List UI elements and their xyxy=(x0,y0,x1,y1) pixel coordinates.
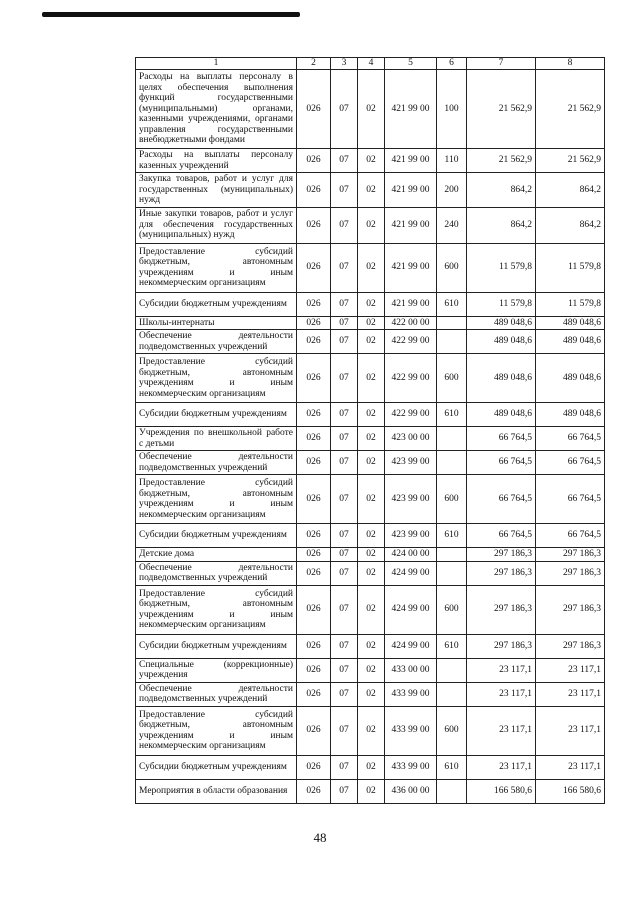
row-subsection: 02 xyxy=(358,561,385,585)
row-amount-2013: 66 764,5 xyxy=(467,475,536,524)
row-target: 423 99 00 xyxy=(385,475,437,524)
row-amount-2014: 11 579,8 xyxy=(536,243,605,292)
row-section: 07 xyxy=(331,524,358,548)
row-expense-type: 600 xyxy=(437,706,467,755)
row-target: 433 99 00 xyxy=(385,682,437,706)
row-target: 422 99 00 xyxy=(385,403,437,427)
row-amount-2013: 11 579,8 xyxy=(467,243,536,292)
top-scan-bar xyxy=(42,12,300,17)
table-row xyxy=(136,403,605,427)
row-amount-2013: 489 048,6 xyxy=(467,330,536,354)
row-name: Субсидии бюджетным учреждениям xyxy=(136,755,297,779)
row-subsection: 02 xyxy=(358,658,385,682)
row-target: 433 00 00 xyxy=(385,658,437,682)
row-amount-2013: 297 186,3 xyxy=(467,561,536,585)
row-ministry: 026 xyxy=(297,451,331,475)
row-section: 07 xyxy=(331,70,358,149)
row-amount-2013: 23 117,1 xyxy=(467,706,536,755)
row-target: 424 99 00 xyxy=(385,585,437,634)
row-amount-2014: 21 562,9 xyxy=(536,70,605,149)
row-target: 422 99 00 xyxy=(385,354,437,403)
row-amount-2014: 864,2 xyxy=(536,207,605,243)
row-subsection: 02 xyxy=(358,451,385,475)
header-cell: 3 xyxy=(331,58,358,70)
header-cell: 2 xyxy=(297,58,331,70)
row-expense-type: 600 xyxy=(437,475,467,524)
row-expense-type: 100 xyxy=(437,70,467,149)
row-amount-2013: 66 764,5 xyxy=(467,524,536,548)
row-section: 07 xyxy=(331,292,358,316)
row-subsection: 02 xyxy=(358,755,385,779)
row-section: 07 xyxy=(331,475,358,524)
table-row xyxy=(136,706,605,755)
row-name: Расходы на выплаты персоналу казенных учреждений xyxy=(136,149,297,173)
table-row xyxy=(136,658,605,682)
row-amount-2014: 864,2 xyxy=(536,173,605,208)
row-amount-2014: 11 579,8 xyxy=(536,292,605,316)
row-expense-type: 600 xyxy=(437,585,467,634)
row-target: 421 99 00 xyxy=(385,207,437,243)
row-section: 07 xyxy=(331,779,358,803)
row-name: Субсидии бюджетным учреждениям xyxy=(136,292,297,316)
row-section: 07 xyxy=(331,316,358,330)
row-subsection: 02 xyxy=(358,243,385,292)
row-expense-type: 240 xyxy=(437,207,467,243)
row-amount-2013: 66 764,5 xyxy=(467,451,536,475)
row-expense-type xyxy=(437,682,467,706)
row-amount-2014: 489 048,6 xyxy=(536,330,605,354)
row-expense-type: 200 xyxy=(437,173,467,208)
row-expense-type xyxy=(437,779,467,803)
table-row xyxy=(136,561,605,585)
row-amount-2013: 21 562,9 xyxy=(467,149,536,173)
row-amount-2014: 66 764,5 xyxy=(536,524,605,548)
row-name: Закупка товаров, работ и услуг для государственных (муниципальных) нужд xyxy=(136,173,297,208)
row-target: 421 99 00 xyxy=(385,243,437,292)
row-name: Субсидии бюджетным учреждениям xyxy=(136,524,297,548)
row-subsection: 02 xyxy=(358,524,385,548)
row-section: 07 xyxy=(331,403,358,427)
row-amount-2014: 23 117,1 xyxy=(536,682,605,706)
row-name: Расходы на выплаты персоналу в целях обеспечения выполнения функций государственными (муниципальными) органами, казенными учреждениями, органами управления государственными внебюджетными фондами xyxy=(136,70,297,149)
row-ministry: 026 xyxy=(297,585,331,634)
budget-table xyxy=(135,57,605,804)
row-amount-2014: 297 186,3 xyxy=(536,634,605,658)
page-number: 48 xyxy=(313,830,327,845)
row-name: Субсидии бюджетным учреждениям xyxy=(136,634,297,658)
row-amount-2014: 23 117,1 xyxy=(536,706,605,755)
header-cell: 5 xyxy=(385,58,437,70)
row-subsection: 02 xyxy=(358,316,385,330)
header-row xyxy=(136,58,605,70)
row-amount-2014: 23 117,1 xyxy=(536,658,605,682)
row-amount-2013: 166 580,6 xyxy=(467,779,536,803)
table-row xyxy=(136,354,605,403)
row-amount-2014: 66 764,5 xyxy=(536,451,605,475)
row-amount-2013: 21 562,9 xyxy=(467,70,536,149)
row-amount-2013: 864,2 xyxy=(467,173,536,208)
table-row xyxy=(136,207,605,243)
row-name: Обеспечение деятельности подведомственных учреждений xyxy=(136,330,297,354)
header-cell: 6 xyxy=(437,58,467,70)
table-row xyxy=(136,330,605,354)
row-ministry: 026 xyxy=(297,427,331,451)
row-name: Специальные (коррекционные) учреждения xyxy=(136,658,297,682)
row-name: Предоставление субсидий бюджетным, автономным учреждениям и иным некоммерческим организациям xyxy=(136,706,297,755)
row-expense-type: 610 xyxy=(437,755,467,779)
row-amount-2013: 489 048,6 xyxy=(467,403,536,427)
table-row xyxy=(136,427,605,451)
row-name: Школы-интернаты xyxy=(136,316,297,330)
table-row xyxy=(136,755,605,779)
row-ministry: 026 xyxy=(297,755,331,779)
row-section: 07 xyxy=(331,173,358,208)
row-target: 436 00 00 xyxy=(385,779,437,803)
row-expense-type: 610 xyxy=(437,634,467,658)
row-target: 424 99 00 xyxy=(385,561,437,585)
row-expense-type: 600 xyxy=(437,243,467,292)
row-amount-2013: 23 117,1 xyxy=(467,755,536,779)
row-expense-type xyxy=(437,316,467,330)
row-ministry: 026 xyxy=(297,658,331,682)
row-expense-type xyxy=(437,330,467,354)
row-section: 07 xyxy=(331,658,358,682)
row-section: 07 xyxy=(331,427,358,451)
row-subsection: 02 xyxy=(358,548,385,562)
row-target: 421 99 00 xyxy=(385,292,437,316)
row-ministry: 026 xyxy=(297,149,331,173)
row-subsection: 02 xyxy=(358,354,385,403)
row-target: 423 99 00 xyxy=(385,524,437,548)
row-section: 07 xyxy=(331,706,358,755)
table-row xyxy=(136,634,605,658)
row-ministry: 026 xyxy=(297,548,331,562)
row-subsection: 02 xyxy=(358,207,385,243)
row-target: 424 00 00 xyxy=(385,548,437,562)
row-name: Обеспечение деятельности подведомственных учреждений xyxy=(136,561,297,585)
row-section: 07 xyxy=(331,561,358,585)
row-subsection: 02 xyxy=(358,292,385,316)
row-ministry: 026 xyxy=(297,354,331,403)
row-ministry: 026 xyxy=(297,243,331,292)
row-ministry: 026 xyxy=(297,706,331,755)
header-cell: 4 xyxy=(358,58,385,70)
row-amount-2014: 66 764,5 xyxy=(536,427,605,451)
row-target: 423 00 00 xyxy=(385,427,437,451)
row-subsection: 02 xyxy=(358,475,385,524)
row-amount-2014: 66 764,5 xyxy=(536,475,605,524)
row-subsection: 02 xyxy=(358,634,385,658)
row-ministry: 026 xyxy=(297,330,331,354)
row-expense-type xyxy=(437,451,467,475)
row-expense-type: 610 xyxy=(437,524,467,548)
row-name: Предоставление субсидий бюджетным, автономным учреждениям и иным некоммерческим организациям xyxy=(136,354,297,403)
header-cell: 7 xyxy=(467,58,536,70)
row-amount-2013: 489 048,6 xyxy=(467,354,536,403)
row-amount-2013: 297 186,3 xyxy=(467,548,536,562)
row-ministry: 026 xyxy=(297,779,331,803)
row-target: 421 99 00 xyxy=(385,149,437,173)
row-name: Иные закупки товаров, работ и услуг для обеспечения государственных (муниципальных) нужд xyxy=(136,207,297,243)
table-row xyxy=(136,451,605,475)
row-ministry: 026 xyxy=(297,403,331,427)
header-cell: 1 xyxy=(136,58,297,70)
row-amount-2013: 23 117,1 xyxy=(467,682,536,706)
row-amount-2014: 166 580,6 xyxy=(536,779,605,803)
row-ministry: 026 xyxy=(297,524,331,548)
row-expense-type: 610 xyxy=(437,403,467,427)
row-target: 422 00 00 xyxy=(385,316,437,330)
row-section: 07 xyxy=(331,451,358,475)
row-expense-type: 110 xyxy=(437,149,467,173)
row-name: Обеспечение деятельности подведомственных учреждений xyxy=(136,682,297,706)
row-subsection: 02 xyxy=(358,149,385,173)
row-amount-2014: 297 186,3 xyxy=(536,548,605,562)
row-ministry: 026 xyxy=(297,316,331,330)
row-amount-2014: 489 048,6 xyxy=(536,403,605,427)
row-name: Детские дома xyxy=(136,548,297,562)
row-target: 433 99 00 xyxy=(385,755,437,779)
row-amount-2013: 11 579,8 xyxy=(467,292,536,316)
row-name: Учреждения по внешкольной работе с детьми xyxy=(136,427,297,451)
row-target: 421 99 00 xyxy=(385,70,437,149)
row-amount-2013: 297 186,3 xyxy=(467,634,536,658)
table-row xyxy=(136,316,605,330)
row-ministry: 026 xyxy=(297,561,331,585)
header-cell: 8 xyxy=(536,58,605,70)
row-ministry: 026 xyxy=(297,682,331,706)
row-subsection: 02 xyxy=(358,427,385,451)
row-amount-2014: 489 048,6 xyxy=(536,316,605,330)
row-section: 07 xyxy=(331,330,358,354)
table-row xyxy=(136,292,605,316)
row-amount-2013: 864,2 xyxy=(467,207,536,243)
row-section: 07 xyxy=(331,243,358,292)
row-amount-2014: 489 048,6 xyxy=(536,354,605,403)
row-ministry: 026 xyxy=(297,207,331,243)
row-expense-type: 600 xyxy=(437,354,467,403)
row-ministry: 026 xyxy=(297,634,331,658)
row-subsection: 02 xyxy=(358,706,385,755)
row-section: 07 xyxy=(331,207,358,243)
table-row xyxy=(136,524,605,548)
table-row xyxy=(136,548,605,562)
row-section: 07 xyxy=(331,354,358,403)
row-section: 07 xyxy=(331,755,358,779)
row-name: Предоставление субсидий бюджетным, автономным учреждениям и иным некоммерческим организациям xyxy=(136,243,297,292)
row-target: 421 99 00 xyxy=(385,173,437,208)
row-section: 07 xyxy=(331,149,358,173)
row-target: 423 99 00 xyxy=(385,451,437,475)
row-target: 422 99 00 xyxy=(385,330,437,354)
row-amount-2014: 297 186,3 xyxy=(536,561,605,585)
row-target: 424 99 00 xyxy=(385,634,437,658)
table-row xyxy=(136,173,605,208)
row-expense-type xyxy=(437,548,467,562)
row-section: 07 xyxy=(331,682,358,706)
row-amount-2013: 489 048,6 xyxy=(467,316,536,330)
row-target: 433 99 00 xyxy=(385,706,437,755)
row-amount-2013: 66 764,5 xyxy=(467,427,536,451)
row-amount-2013: 297 186,3 xyxy=(467,585,536,634)
row-ministry: 026 xyxy=(297,70,331,149)
row-subsection: 02 xyxy=(358,173,385,208)
row-subsection: 02 xyxy=(358,70,385,149)
row-section: 07 xyxy=(331,585,358,634)
row-subsection: 02 xyxy=(358,403,385,427)
row-ministry: 026 xyxy=(297,475,331,524)
row-name: Субсидии бюджетным учреждениям xyxy=(136,403,297,427)
table-row xyxy=(136,779,605,803)
row-name: Мероприятия в области образования xyxy=(136,779,297,803)
row-subsection: 02 xyxy=(358,585,385,634)
row-name: Обеспечение деятельности подведомственных учреждений xyxy=(136,451,297,475)
row-name: Предоставление субсидий бюджетным, автономным учреждениям и иным некоммерческим организациям xyxy=(136,475,297,524)
row-ministry: 026 xyxy=(297,173,331,208)
table-row xyxy=(136,149,605,173)
table-row xyxy=(136,682,605,706)
row-expense-type xyxy=(437,427,467,451)
table-row xyxy=(136,475,605,524)
row-section: 07 xyxy=(331,634,358,658)
table-row xyxy=(136,243,605,292)
row-section: 07 xyxy=(331,548,358,562)
row-amount-2014: 21 562,9 xyxy=(536,149,605,173)
row-amount-2014: 297 186,3 xyxy=(536,585,605,634)
table-row xyxy=(136,70,605,149)
row-subsection: 02 xyxy=(358,682,385,706)
row-expense-type xyxy=(437,658,467,682)
row-expense-type: 610 xyxy=(437,292,467,316)
row-subsection: 02 xyxy=(358,330,385,354)
row-amount-2014: 23 117,1 xyxy=(536,755,605,779)
row-subsection: 02 xyxy=(358,779,385,803)
row-expense-type xyxy=(437,561,467,585)
row-name: Предоставление субсидий бюджетным, автономным учреждениям и иным некоммерческим организациям xyxy=(136,585,297,634)
row-ministry: 026 xyxy=(297,292,331,316)
row-amount-2013: 23 117,1 xyxy=(467,658,536,682)
table-row xyxy=(136,585,605,634)
